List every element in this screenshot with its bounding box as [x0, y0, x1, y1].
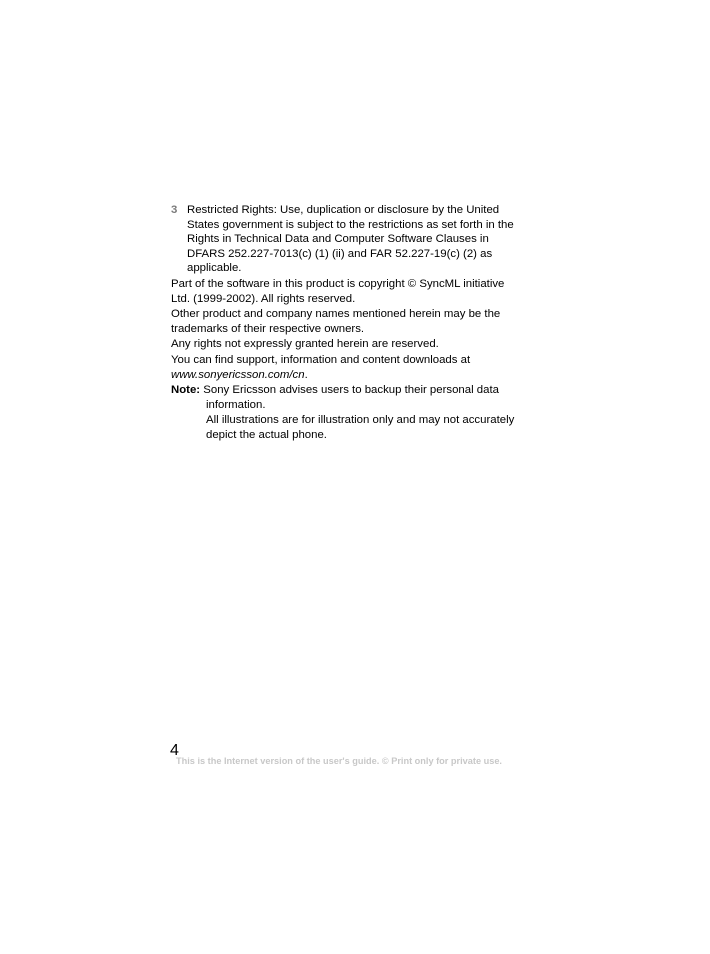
restricted-rights-line: States government is subject to the restrictions as set forth in the — [187, 218, 514, 231]
syncml-copyright-paragraph — [171, 277, 537, 306]
disclaimer-line: All illustrations are for illustration only and may not accurately — [206, 414, 515, 427]
note-block — [171, 383, 537, 442]
disclaimer-line: depict the actual phone. — [206, 428, 327, 441]
syncml-line: Ltd. (1999-2002). All rights reserved. — [171, 292, 356, 305]
page-number: 4 — [170, 742, 179, 759]
note-text-continued: information. — [206, 398, 266, 411]
support-paragraph — [171, 353, 537, 382]
support-line: You can find support, information and content downloads at — [171, 353, 471, 366]
support-url-period: . — [304, 368, 308, 381]
note-first-line — [171, 383, 537, 398]
trademarks-line: Other product and company names mentioned herein may be the — [171, 308, 501, 321]
restricted-rights-line: applicable. — [187, 262, 242, 275]
restricted-rights-item — [171, 203, 537, 276]
restricted-rights-line: Restricted Rights: Use, duplication or disclosure by the United — [187, 204, 500, 216]
trademarks-paragraph — [171, 307, 537, 336]
restricted-rights-line: Rights in Technical Data and Computer Software Clauses in — [187, 233, 489, 246]
restricted-rights-line: DFARS 252.227-7013(c) (1) (ii) and FAR 52.227-19(c) (2) as — [187, 247, 493, 260]
support-url: www.sonyericsson.com/cn — [171, 368, 305, 381]
note-label: Note: — [171, 384, 201, 397]
legal-text-block — [171, 203, 537, 443]
note-text: Sony Ericsson advises users to backup their personal data — [200, 384, 499, 397]
syncml-line: Part of the software in this product is copyright © SyncML initiative — [171, 277, 505, 290]
item-number: 3 — [171, 204, 178, 216]
note-illustration-disclaimer — [171, 413, 537, 442]
rights-reserved-paragraph: Any rights not expressly granted herein are reserved. — [171, 338, 439, 351]
trademarks-line: trademarks of their respective owners. — [171, 322, 365, 335]
internet-version-notice: This is the Internet version of the user's guide. © Print only for private use. — [176, 756, 502, 766]
support-url-line — [171, 368, 537, 383]
